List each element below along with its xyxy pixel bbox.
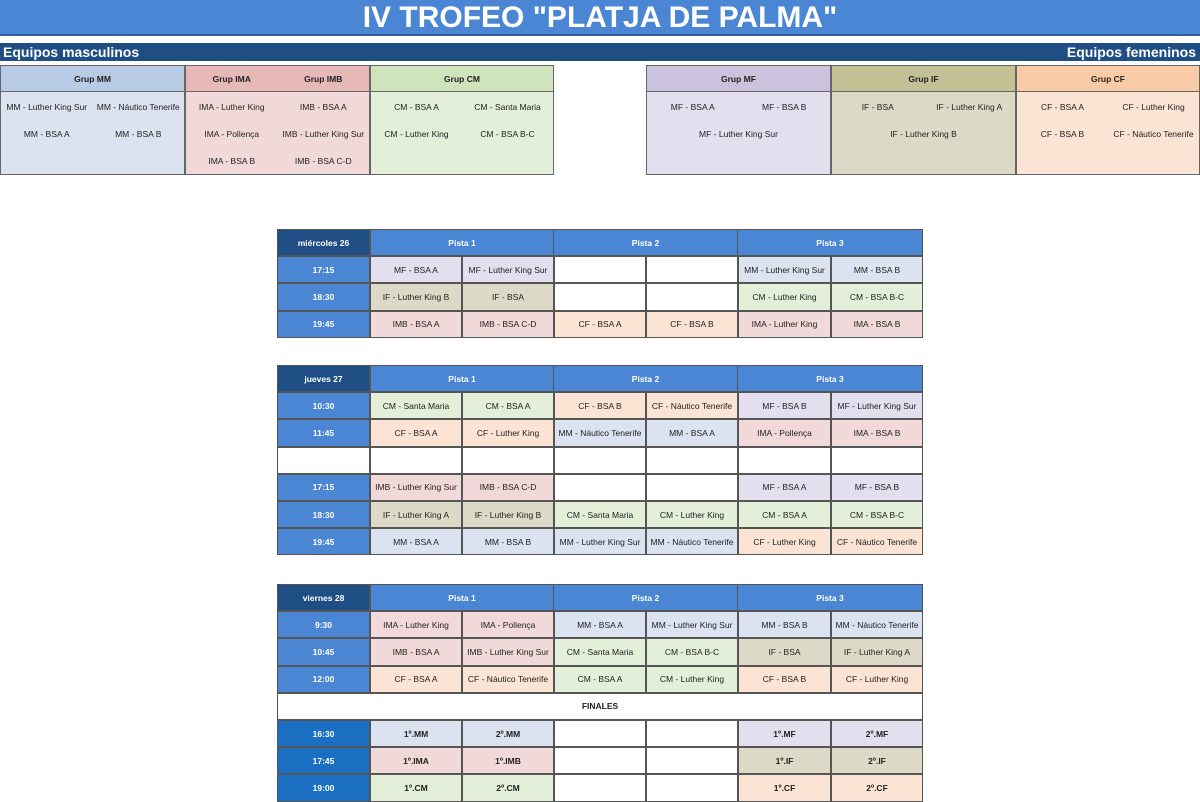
group-title: Grup MF	[721, 74, 756, 84]
group-title: Grup CF	[1091, 74, 1125, 84]
match-cell: CM - BSA A	[462, 392, 554, 419]
match-cell: CF - Náutico Tenerife	[831, 528, 923, 555]
match-cell: CF - Luther King	[831, 666, 923, 693]
group-team: CM - Santa Maria	[474, 102, 541, 112]
court-header-1: Pista 1	[370, 365, 554, 392]
group-team: CF - BSA A	[1041, 102, 1084, 112]
day-header: viernes 28	[277, 584, 370, 611]
empty-cell	[554, 283, 646, 310]
empty-cell	[370, 447, 462, 474]
match-cell: IMB - Luther King Sur	[370, 474, 462, 501]
match-cell: IMB - Luther King Sur	[462, 638, 554, 665]
match-cell: CM - Santa Maria	[554, 501, 646, 528]
time-slot: 10:30	[277, 392, 370, 419]
match-cell: 1º.IMB	[462, 747, 554, 774]
match-cell: MM - BSA A	[646, 419, 738, 446]
match-cell: CF - Luther King	[462, 419, 554, 446]
match-cell: IF - BSA	[738, 638, 831, 665]
match-cell: 2º.IF	[831, 747, 923, 774]
group-team: CM - BSA B-C	[480, 129, 535, 139]
time-slot: 12:00	[277, 666, 370, 693]
court-header-1: Pista 1	[370, 229, 554, 256]
match-cell: IF - Luther King B	[370, 283, 462, 310]
group-team: MM - Náutico Tenerife	[96, 102, 180, 112]
match-cell: 1º.IMA	[370, 747, 462, 774]
empty-cell	[646, 283, 738, 310]
empty-cell	[554, 256, 646, 283]
match-cell: MM - BSA B	[462, 528, 554, 555]
match-cell: CM - BSA A	[554, 666, 646, 693]
match-cell: CF - BSA A	[370, 419, 462, 446]
group-box-if	[831, 65, 1016, 175]
match-cell: 1º.CM	[370, 774, 462, 801]
group-box-mf	[646, 65, 831, 175]
time-slot: 16:30	[277, 720, 370, 747]
match-cell: MF - Luther King Sur	[462, 256, 554, 283]
court-header-2: Pista 2	[554, 584, 738, 611]
match-cell: IMA - Luther King	[370, 611, 462, 638]
match-cell: IMA - Pollença	[738, 419, 831, 446]
court-header-1: Pista 1	[370, 584, 554, 611]
match-cell: MM - Náutico Tenerife	[646, 528, 738, 555]
court-header-2: Pista 2	[554, 365, 738, 392]
match-cell: MM - Luther King Sur	[646, 611, 738, 638]
section-title-women: Equipos femeninos	[1066, 44, 1196, 60]
match-cell: MF - BSA B	[831, 474, 923, 501]
match-cell: MF - BSA A	[370, 256, 462, 283]
match-cell: 1º.MF	[738, 720, 831, 747]
group-title: Grup MM	[74, 74, 111, 84]
court-header-3: Pista 3	[738, 584, 923, 611]
match-cell: CF - BSA B	[554, 392, 646, 419]
group-box-cf	[1016, 65, 1200, 175]
time-slot: 17:15	[277, 256, 370, 283]
group-box-cm	[370, 65, 554, 175]
court-header-2: Pista 2	[554, 229, 738, 256]
group-team: IMA - Pollença	[204, 129, 260, 139]
match-cell: CF - BSA B	[738, 666, 831, 693]
empty-cell	[554, 720, 646, 747]
group-team: IMB - BSA A	[299, 102, 347, 112]
match-cell: CM - Santa Maria	[370, 392, 462, 419]
group-team: MM - Luther King Sur	[6, 102, 88, 112]
match-cell: IF - Luther King A	[831, 638, 923, 665]
court-header-3: Pista 3	[738, 365, 923, 392]
group-title-imb: Grup IMB	[304, 74, 343, 84]
group-team: IMA - BSA B	[208, 156, 256, 166]
empty-cell	[646, 720, 738, 747]
time-slot: 10:45	[277, 638, 370, 665]
group-team: CF - Luther King	[1122, 102, 1185, 112]
match-cell: CF - BSA A	[370, 666, 462, 693]
time-slot: 17:45	[277, 747, 370, 774]
group-team: MM - BSA B	[115, 129, 162, 139]
section-title-men: Equipos masculinos	[3, 44, 140, 60]
section-header-bar	[0, 43, 1200, 61]
group-team: IF - Luther King A	[936, 102, 1003, 112]
match-cell: MM - BSA A	[554, 611, 646, 638]
match-cell: 2º.CM	[462, 774, 554, 801]
match-cell: MF - BSA A	[738, 474, 831, 501]
empty-cell	[554, 447, 646, 474]
match-cell: CM - BSA B-C	[831, 283, 923, 310]
time-slot	[277, 447, 370, 474]
day-header: jueves 27	[277, 365, 370, 392]
group-team: IMB - Luther King Sur	[282, 129, 365, 139]
group-team: MM - BSA A	[23, 129, 70, 139]
empty-cell	[646, 747, 738, 774]
match-cell: IMA - Pollença	[462, 611, 554, 638]
match-cell: MM - BSA B	[831, 256, 923, 283]
time-slot: 19:00	[277, 774, 370, 801]
match-cell: MM - Náutico Tenerife	[831, 611, 923, 638]
day-header: miércoles 26	[277, 229, 370, 256]
match-cell: 2º.MF	[831, 720, 923, 747]
empty-cell	[646, 447, 738, 474]
match-cell: IMA - BSA B	[831, 311, 923, 338]
match-cell: IMA - BSA B	[831, 419, 923, 446]
match-cell: CM - BSA A	[738, 501, 831, 528]
match-cell: IMB - BSA C-D	[462, 474, 554, 501]
match-cell: 2º.MM	[462, 720, 554, 747]
time-slot: 18:30	[277, 283, 370, 310]
match-cell: MM - Luther King Sur	[554, 528, 646, 555]
empty-cell	[646, 474, 738, 501]
group-team: IMB - BSA C-D	[294, 156, 352, 166]
empty-cell	[554, 747, 646, 774]
match-cell: MM - BSA A	[370, 528, 462, 555]
group-team: CM - BSA A	[394, 102, 439, 112]
group-team: MF - Luther King Sur	[699, 129, 778, 139]
group-team: CM - Luther King	[384, 129, 449, 139]
match-cell: CM - Santa Maria	[554, 638, 646, 665]
match-cell: CF - BSA B	[646, 311, 738, 338]
page-title: IV TROFEO "PLATJA DE PALMA"	[0, 0, 1200, 36]
match-cell: 1º.MM	[370, 720, 462, 747]
match-cell: 2º.CF	[831, 774, 923, 801]
empty-cell	[738, 447, 831, 474]
group-title: Grup IF	[908, 74, 939, 84]
group-team: MF - BSA A	[670, 102, 715, 112]
group-box-mm	[0, 65, 185, 175]
match-cell: MM - Náutico Tenerife	[554, 419, 646, 446]
group-team: MF - BSA B	[762, 102, 807, 112]
group-team: IMA - Luther King	[198, 102, 265, 112]
empty-cell	[646, 256, 738, 283]
time-slot: 9:30	[277, 611, 370, 638]
match-cell: CF - Náutico Tenerife	[462, 666, 554, 693]
match-cell: MF - BSA B	[738, 392, 831, 419]
match-cell: MF - Luther King Sur	[831, 392, 923, 419]
group-title-ima: Grup IMA	[212, 74, 251, 84]
match-cell: IMB - BSA A	[370, 638, 462, 665]
match-cell: IF - BSA	[462, 283, 554, 310]
match-cell: CM - Luther King	[646, 501, 738, 528]
match-cell: IMB - BSA C-D	[462, 311, 554, 338]
group-team: IF - Luther King B	[890, 129, 957, 139]
time-slot: 17:15	[277, 474, 370, 501]
match-cell: CF - Náutico Tenerife	[646, 392, 738, 419]
match-cell: 1º.IF	[738, 747, 831, 774]
match-cell: 1º.CF	[738, 774, 831, 801]
match-cell: CM - BSA B-C	[831, 501, 923, 528]
empty-cell	[554, 474, 646, 501]
match-cell: CM - BSA B-C	[646, 638, 738, 665]
empty-cell	[646, 774, 738, 801]
match-cell: CF - BSA A	[554, 311, 646, 338]
time-slot: 19:45	[277, 528, 370, 555]
match-cell: MM - Luther King Sur	[738, 256, 831, 283]
group-team: CF - Náutico Tenerife	[1113, 129, 1194, 139]
empty-cell	[554, 774, 646, 801]
match-cell: CM - Luther King	[738, 283, 831, 310]
match-cell: IF - Luther King B	[462, 501, 554, 528]
group-team: CF - BSA B	[1040, 129, 1085, 139]
match-cell: CM - Luther King	[646, 666, 738, 693]
finals-header: FINALES	[277, 693, 923, 720]
court-header-3: Pista 3	[738, 229, 923, 256]
match-cell: CF - Luther King	[738, 528, 831, 555]
time-slot: 18:30	[277, 501, 370, 528]
time-slot: 19:45	[277, 311, 370, 338]
match-cell: MM - BSA B	[738, 611, 831, 638]
match-cell: IMA - Luther King	[738, 311, 831, 338]
group-team: IF - BSA	[861, 102, 894, 112]
match-cell: IF - Luther King A	[370, 501, 462, 528]
empty-cell	[831, 447, 923, 474]
group-title: Grup CM	[444, 74, 480, 84]
group-box-ima-imb	[185, 65, 370, 175]
match-cell: IMB - BSA A	[370, 311, 462, 338]
empty-cell	[462, 447, 554, 474]
time-slot: 11:45	[277, 419, 370, 446]
